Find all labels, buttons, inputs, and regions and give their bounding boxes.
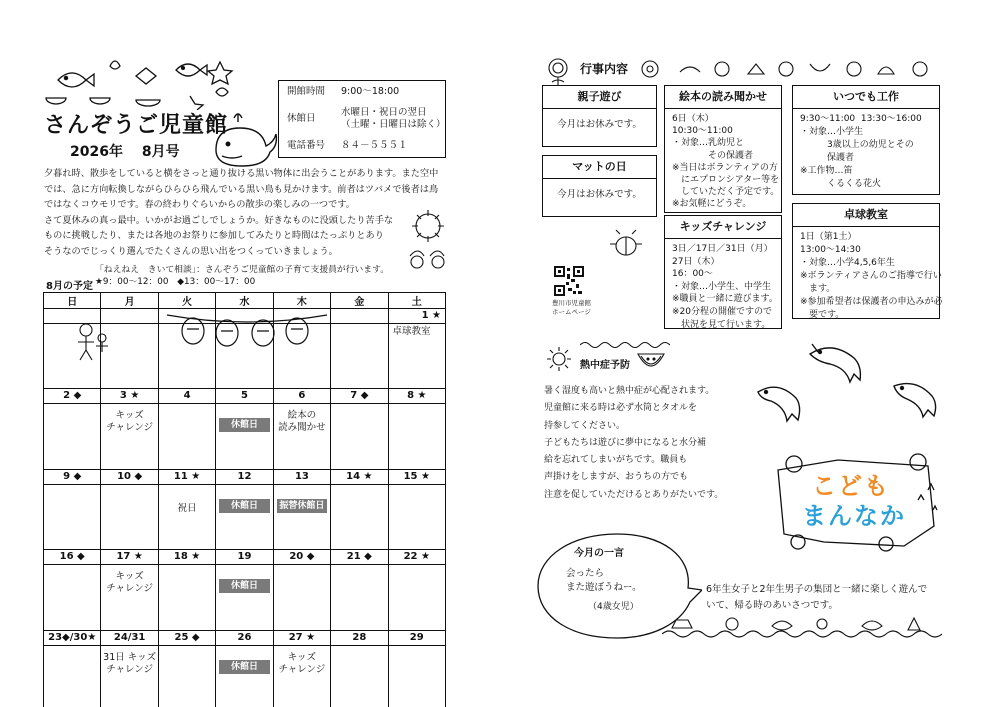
section-oyako bbox=[542, 85, 657, 147]
date-number-tue: 18 ★ bbox=[158, 550, 215, 565]
date-number-mon: 17 ★ bbox=[101, 550, 158, 565]
sun-icon bbox=[546, 346, 572, 372]
calendar-date-row bbox=[44, 469, 446, 484]
hours-label: 開館時間 bbox=[287, 86, 326, 97]
festival-lanterns-illustration bbox=[165, 309, 329, 353]
quote-note: 6年生女子と2年生男子の集団と一緒に楽しく遊んで いて、帰る時のあいさつです。 bbox=[706, 584, 928, 611]
date-number-mon: 24/31 bbox=[101, 630, 158, 645]
section-kosaku bbox=[792, 85, 940, 195]
children-dancing-illustration bbox=[72, 320, 112, 364]
date-number-tue: 11 ★ bbox=[158, 469, 215, 484]
date-number-mon: 3 ★ bbox=[101, 389, 158, 404]
date-number-tue: 4 bbox=[158, 389, 215, 404]
calendar-event-row bbox=[44, 484, 446, 549]
calendar-event-text: 祝日 bbox=[177, 502, 197, 514]
calendar-event-text: 卓球教室 bbox=[392, 326, 431, 337]
ehon-title: 絵本の読み聞かせ bbox=[665, 86, 781, 109]
quote-speaker: （4歳女児） bbox=[588, 602, 639, 612]
closed-day-badge: 休館日 bbox=[219, 418, 269, 432]
kids-body: 3日／17日／31日（月） 27日（木） 16：00～ ・対象…小学生、中学生 ※職員と一緒に遊びます。 ※20分程の開催ですので 状況を見て行います。 bbox=[672, 244, 778, 330]
calendar-day-cell bbox=[44, 404, 101, 469]
date-number-thu: 20 ◆ bbox=[273, 550, 330, 565]
phone-value: ８４－５５５１ bbox=[341, 140, 408, 151]
sea-border-illustration bbox=[662, 614, 942, 640]
weekday-tue: 火 bbox=[158, 293, 215, 309]
calendar-day-cell bbox=[388, 565, 445, 630]
calendar-day-cell bbox=[101, 645, 158, 707]
closed-day-badge: 休館日 bbox=[219, 660, 269, 674]
date-number-thu: 27 ★ bbox=[273, 630, 330, 645]
section-kids bbox=[664, 215, 782, 329]
logo-line1: こども bbox=[812, 472, 890, 500]
closed-day-badge: 休館日 bbox=[219, 499, 269, 513]
calendar-date-row bbox=[44, 389, 446, 404]
section-ehon bbox=[664, 85, 782, 213]
sunflower-icon bbox=[542, 56, 576, 86]
hours-value: 9:00～18:00 bbox=[341, 86, 400, 97]
date-number-wed: 26 bbox=[216, 630, 273, 645]
sea-creatures-illustration bbox=[40, 52, 240, 110]
weekday-thu: 木 bbox=[273, 293, 330, 309]
calendar-event-text: キッズ チャレンジ bbox=[106, 571, 153, 595]
closed-day-badge: 振替休館日 bbox=[277, 499, 327, 513]
calendar-day-cell bbox=[388, 645, 445, 707]
calendar-day-cell bbox=[216, 404, 273, 469]
ehon-body: 6日（木） 10:30～11:00 ・対象…乳幼児と その保護者 ※当日はボランティアの方 にエプロンシアター等を していただく予定です。 ※お気軽にどうぞ。 bbox=[672, 114, 780, 210]
closed-days-value: 水曜日・祝日の翌日 （土曜・日曜日は除く） bbox=[341, 107, 446, 130]
date-number-wed: 19 bbox=[216, 550, 273, 565]
closed-days-label: 休館日 bbox=[287, 113, 316, 124]
calendar-day-cell bbox=[101, 484, 158, 549]
date-number-sun: 9 ◆ bbox=[44, 469, 101, 484]
section-mat bbox=[542, 155, 657, 217]
calendar-day-cell bbox=[388, 484, 445, 549]
calendar-body bbox=[44, 309, 446, 707]
phone-label: 電話番号 bbox=[287, 140, 326, 151]
calendar-day-cell bbox=[44, 645, 101, 707]
quote-body: 会ったら また遊ぼうねー。 bbox=[566, 568, 642, 593]
dolphins-illustration bbox=[754, 336, 946, 448]
date-number-fri: 7 ◆ bbox=[331, 389, 388, 404]
info-box bbox=[278, 80, 446, 158]
date-number-sat: 15 ★ bbox=[388, 469, 445, 484]
calendar-day-cell bbox=[216, 565, 273, 630]
oyako-body: 今月はお休みです。 bbox=[557, 119, 642, 130]
calendar-day-cell bbox=[44, 484, 101, 549]
calendar-day-cell bbox=[331, 484, 388, 549]
calendar-event-row bbox=[44, 565, 446, 630]
date-number-thu: 6 bbox=[273, 389, 330, 404]
calendar-day-cell bbox=[273, 404, 330, 469]
date-number-tue: 25 ◆ bbox=[158, 630, 215, 645]
quote-title: 今月の一言 bbox=[574, 548, 624, 559]
closed-day-badge: 休館日 bbox=[219, 579, 269, 593]
events-heading: 行事内容 bbox=[580, 62, 629, 76]
calendar-day-cell bbox=[216, 484, 273, 549]
date-number-fri: 14 ★ bbox=[331, 469, 388, 484]
weekday-mon: 月 bbox=[101, 293, 158, 309]
logo-line2: まんなか bbox=[802, 502, 906, 530]
calendar-day-cell bbox=[273, 565, 330, 630]
qr-code-icon bbox=[554, 266, 584, 296]
date-number-fri bbox=[331, 309, 388, 324]
date-number-thu: 13 bbox=[273, 469, 330, 484]
calendar-event-text: キッズ チャレンジ bbox=[278, 651, 326, 675]
kosaku-title: いつでも工作 bbox=[793, 86, 939, 109]
newsletter-title: さんぞうご児童館 bbox=[44, 113, 229, 138]
calendar-day-cell bbox=[331, 565, 388, 630]
date-number-fri: 28 bbox=[331, 630, 388, 645]
calendar-date-row bbox=[44, 630, 446, 645]
date-number-sat: 22 ★ bbox=[388, 550, 445, 565]
summer-items-border bbox=[630, 58, 942, 80]
calendar-day-cell bbox=[388, 404, 445, 469]
weekday-wed: 水 bbox=[216, 293, 273, 309]
calendar-day-cell bbox=[331, 645, 388, 707]
kids-title: キッズチャレンジ bbox=[665, 216, 781, 239]
issue-label: 2026年 8月号 bbox=[70, 144, 180, 160]
calendar-event-text: 31日 キッズ チャレンジ bbox=[103, 651, 157, 675]
qr-caption: 豊川市児童館 ホームページ bbox=[552, 299, 591, 316]
watermelon-icon bbox=[636, 348, 666, 370]
date-number-mon: 10 ◆ bbox=[101, 469, 158, 484]
date-number-wed: 5 bbox=[216, 389, 273, 404]
calendar-day-cell bbox=[158, 645, 215, 707]
beetle-illustration bbox=[608, 228, 644, 258]
calendar-day-cell bbox=[101, 404, 158, 469]
date-number-wed: 12 bbox=[216, 469, 273, 484]
date-number-sun: 2 ◆ bbox=[44, 389, 101, 404]
weekday-fri: 金 bbox=[331, 293, 388, 309]
mat-body: 今月はお休みです。 bbox=[557, 189, 642, 200]
mat-title: マットの日 bbox=[543, 156, 656, 179]
calendar-day-cell bbox=[44, 565, 101, 630]
calendar-day-cell bbox=[158, 404, 215, 469]
whale-illustration bbox=[208, 110, 278, 172]
consultation-note: 「ねえねえ きいて相談」：さんぞうご児童館の子育て支援員が行います。 ★9：00～12：00 ◆13：00～17：00 bbox=[95, 265, 389, 287]
calendar-day-cell bbox=[158, 565, 215, 630]
date-number-fri: 21 ◆ bbox=[331, 550, 388, 565]
section-takkyu bbox=[792, 203, 943, 320]
calendar-day-cell bbox=[101, 565, 158, 630]
kosaku-body: 9:30～11:00 13:30～16:00 ・対象…小学生 3歳以上の幼児とその 保護者 ※工作物…笛 くるくる花火 bbox=[800, 114, 922, 189]
calendar-day-cell bbox=[273, 484, 330, 549]
takkyu-body: 1日（第1土） 13:00～14:30 ・対象…小学4,5,6年生 ※ボランティアさんのご指導で行い ます。 ※参加希望者は保護者の申込みが必 要です。 bbox=[800, 232, 943, 320]
date-number-sun: 16 ◆ bbox=[44, 550, 101, 565]
oyako-title: 親子遊び bbox=[543, 86, 656, 109]
calendar-event-text: キッズ チャレンジ bbox=[106, 410, 153, 434]
intro-text: 夕暮れ時、散歩をしていると横をさっと通り抜ける黒い物体に出会うことがあります。また空中 では、急に方向転換しながらひらひら飛んでいる黒い鳥も見かけます。前者はツバメで後者は鳥 ではなくコウモリです。春の終わりぐらいからの散歩の楽しみの一つです。 さて夏休みの真っ最中。いかがお過ごしでしょうか。好きなものに没頭したり苦手な ものに挑戦したり、または各地のお祭りに参加してみたりと時間はたっぷりとあり そうなのでじっくり選んでたくさんの思い出をつくっていきましょう。 bbox=[44, 168, 439, 257]
heatstroke-body: 暑く湿度も高いと熱中症が心配されます。 児童館に来る時は必ず水筒とタオルを 持参してください。 子どもたちは遊びに夢中になると水分補 給を忘れてしまいがちです。職員も 声掛けをしますが、おうちの方でも 注意を促していただけるとありがたいです。 bbox=[544, 386, 724, 500]
calendar-event-row bbox=[44, 645, 446, 707]
heatstroke-title: 熱中症予防 bbox=[580, 360, 630, 371]
calendar-event-row bbox=[44, 404, 446, 469]
fireworks-illustration bbox=[400, 208, 456, 272]
calendar-event-text: 絵本の 読み聞かせ bbox=[278, 410, 326, 434]
calendar-day-cell bbox=[273, 645, 330, 707]
calendar-date-row bbox=[44, 550, 446, 565]
calendar-title: 8月の予定 bbox=[46, 281, 93, 292]
calendar-day-cell bbox=[216, 645, 273, 707]
date-number-sun: 23◆/30★ bbox=[44, 630, 101, 645]
weekday-sat: 土 bbox=[388, 293, 445, 309]
calendar-day-cell bbox=[158, 484, 215, 549]
weekday-sun: 日 bbox=[44, 293, 101, 309]
calendar-day-cell bbox=[388, 324, 445, 389]
date-number-sat: 1 ★ bbox=[388, 309, 445, 324]
date-number-sat: 29 bbox=[388, 630, 445, 645]
calendar-day-cell bbox=[331, 324, 388, 389]
date-number-sat: 8 ★ bbox=[388, 389, 445, 404]
calendar-day-cell bbox=[331, 404, 388, 469]
takkyu-title: 卓球教室 bbox=[793, 204, 939, 227]
